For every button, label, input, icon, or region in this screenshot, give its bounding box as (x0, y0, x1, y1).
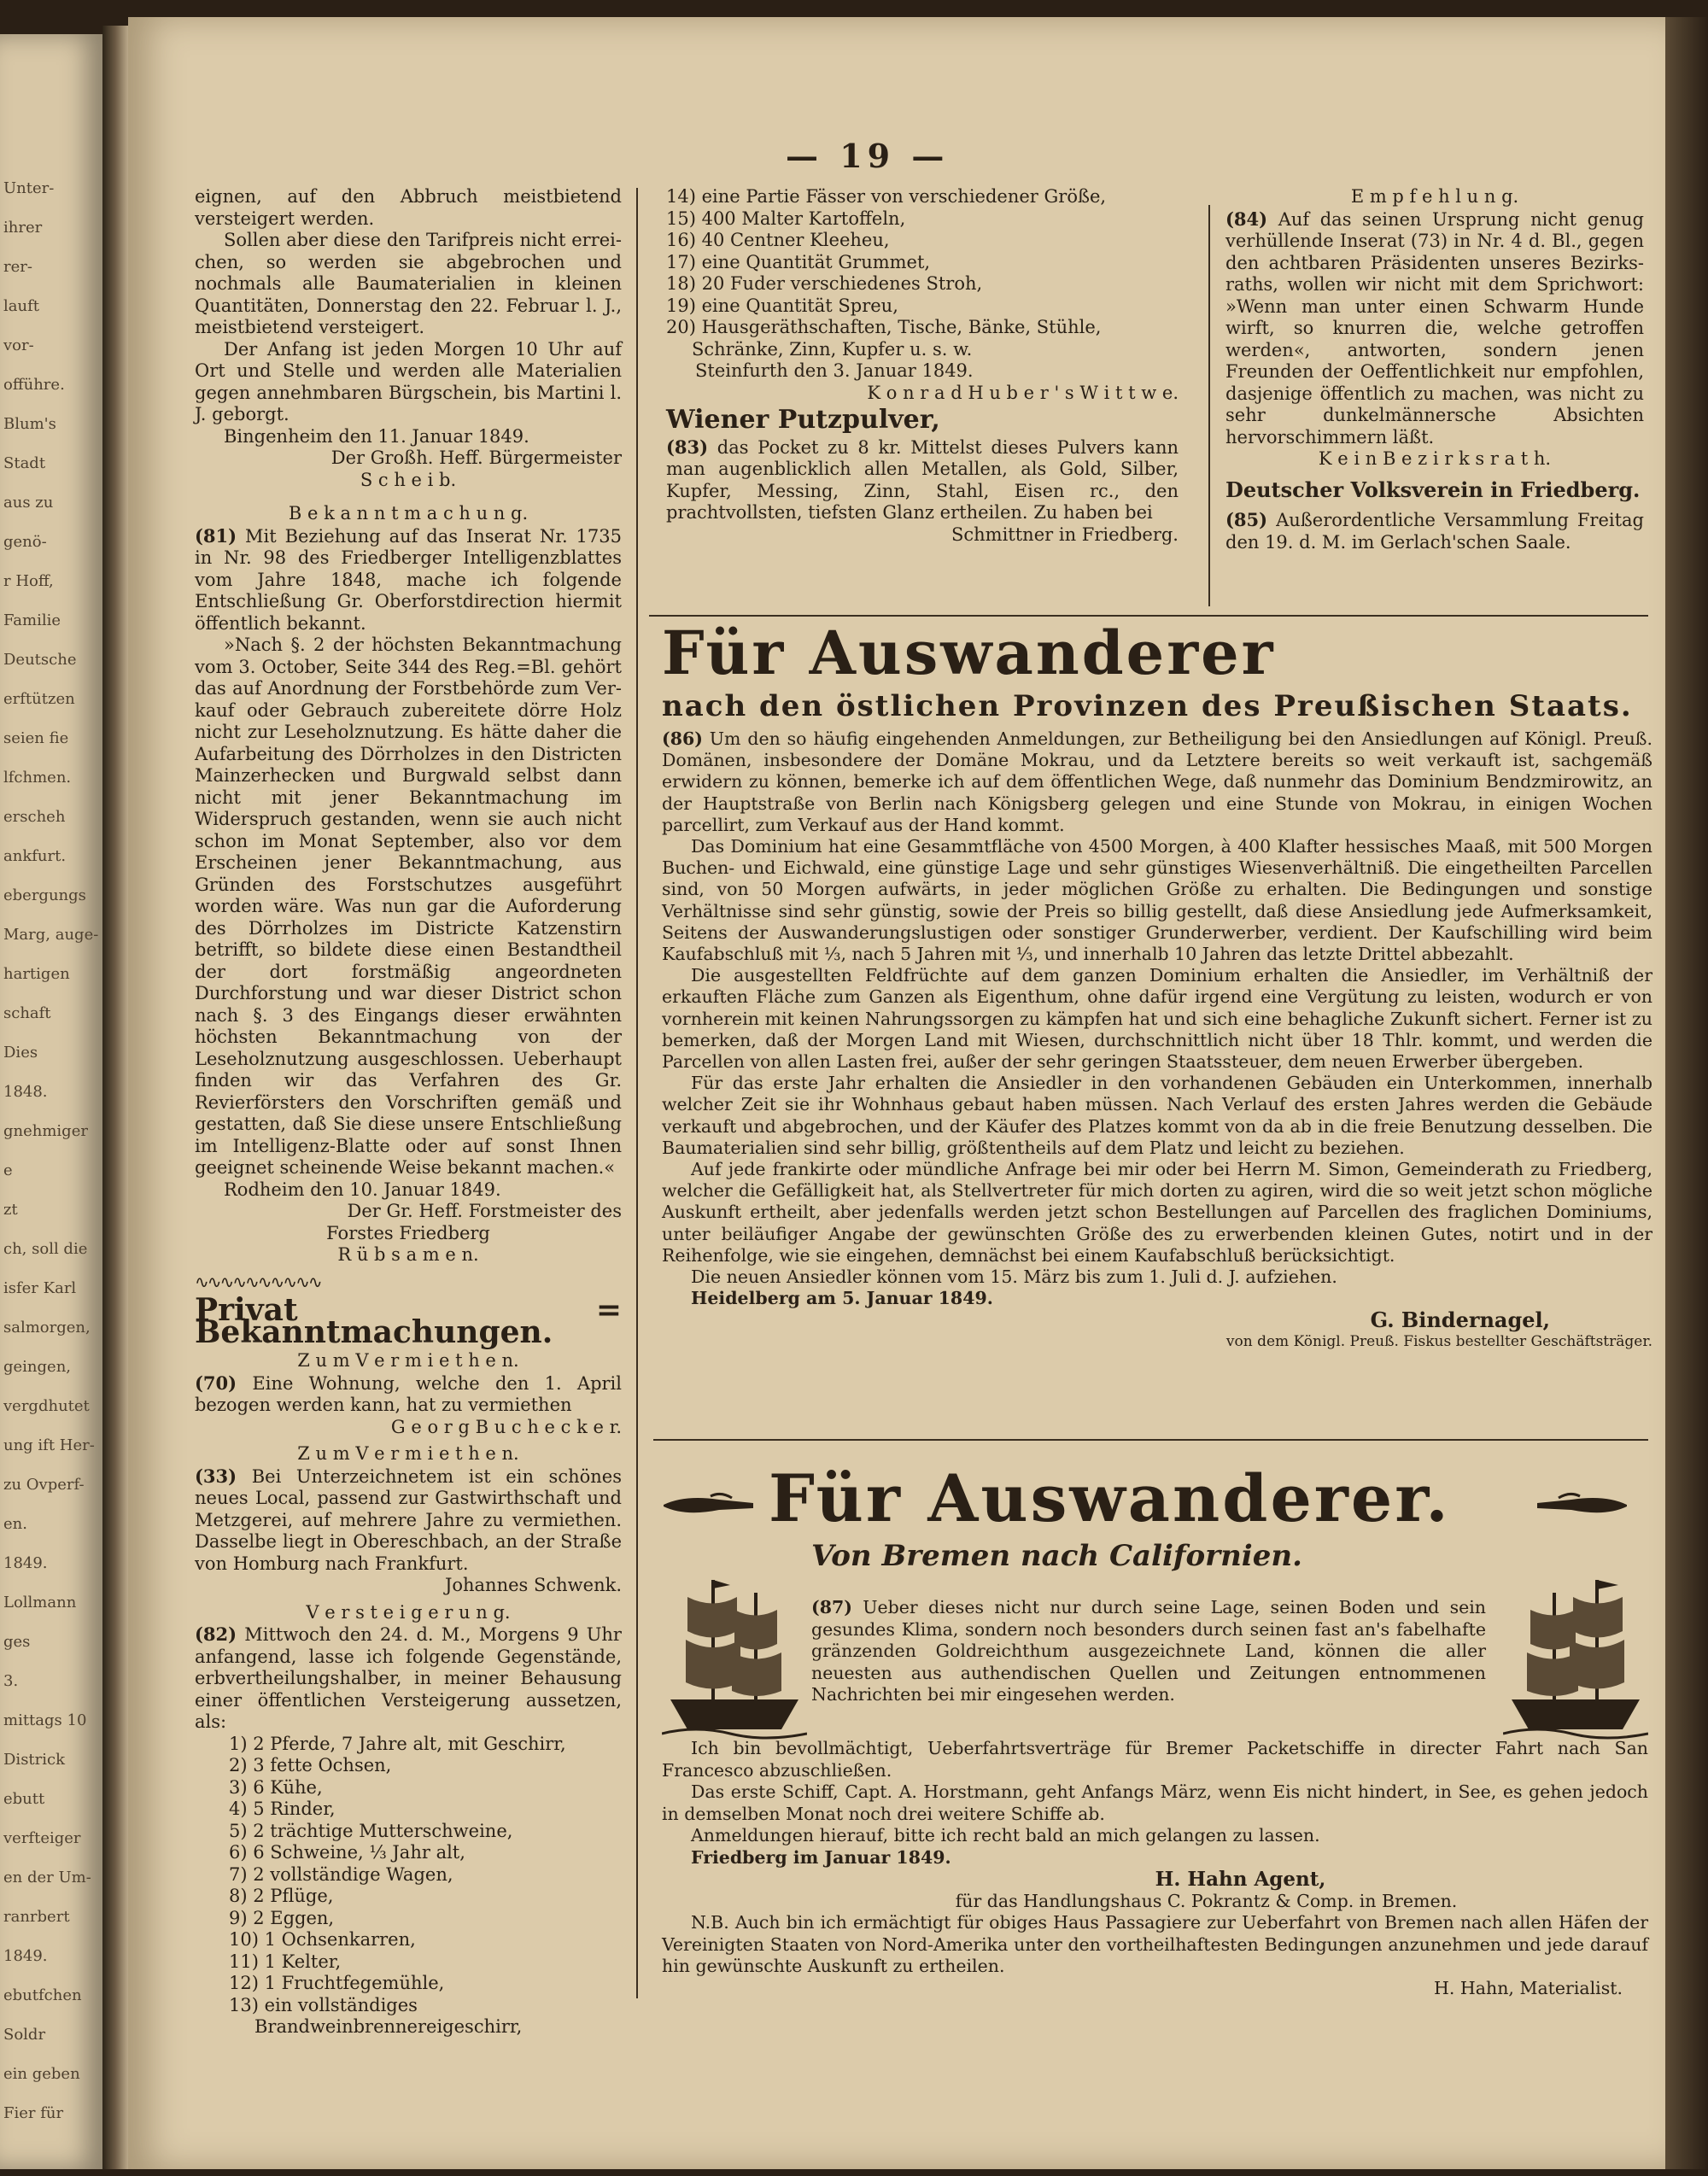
section-rule (649, 615, 1648, 617)
list-item: 6) 6 Schweine, ⅓ Jahr alt, (229, 1842, 465, 1863)
text-paragraph: Mit Beziehung auf das Inserat Nr. 1735 in Nr. 98 des Friedberger Intelligenzblattes vom Jahre 1848, mache ich folgende Entschließung Gr. Oberforstdirection hiermit öffentlich bekannt. (195, 525, 622, 634)
text-paragraph: eignen, auf den Abbruch meistbietend versteigert werden. (195, 186, 622, 229)
left-page-text-fragment: isfer Karl (3, 1279, 77, 1297)
signature: S c h e i b. (360, 469, 457, 490)
left-page-text-fragment: genö- (3, 533, 47, 551)
list-item: 2) 3 fette Ochsen, (229, 1755, 392, 1775)
left-page-text-fragment: 3. (3, 1672, 19, 1690)
left-page-text-fragment: salmorgen, (3, 1319, 91, 1337)
pointing-hand-icon (1529, 1488, 1631, 1522)
text-paragraph: Ueber dieses nicht nur durch seine Lage, seinen Boden und sein gesundes Klima, sondern noch besonders durch seinen fast an's fabelhafte gränzenden Goldreichthum ausgezeichnete Land, können die aller neuesten aus authendischen Quellen und Zeitungen entnommenen Nachrichten bei mir eingesehen werden. (811, 1597, 1486, 1705)
column-2 (666, 186, 1179, 546)
pointing-hand-icon (659, 1488, 762, 1522)
left-page-text-fragment: offühre. (3, 376, 65, 394)
list-item: 19) eine Quantität Spreu, (666, 295, 898, 316)
left-page-text-fragment: Fier für (3, 2104, 64, 2122)
book-gutter (102, 26, 128, 2169)
signature: Schmittner in Friedberg. (951, 524, 1179, 545)
section-heading: E m p f e h l u n g. (1350, 186, 1519, 207)
left-page-text-fragment: ebutt (3, 1790, 45, 1808)
left-page-text-fragment: vor- (3, 336, 34, 354)
section-rule (653, 1439, 1648, 1441)
left-page-text-fragment: ranrbert (3, 1908, 70, 1926)
left-page-text-fragment: erftützen (3, 690, 75, 708)
left-page-text-fragment: ges (3, 1633, 31, 1651)
left-page-text-fragment: geingen, (3, 1358, 72, 1376)
text-paragraph: »Nach §. 2 der höchsten Bekanntmachung vom 3. October, Seite 344 des Reg.=Bl. gehört das auf Anordnung der Forstbehörde zum Verkauf oder Gebrauch zubereitete dörre Holz nicht zur Leseholznutzung. Es hätte daher die Aufarbeitung des Dörrholzes in den Districten Mainzerhecken und Burgwald selbst dann nicht mit jener Bekanntmachung im Widerspruch gestanden, wenn sie auch nicht schon im Monat September, also vor dem Erscheinen jener Bekanntmachung, aus Gründen des Forstschutzes ausgeführt worden wäre. Was nun gar die Auforderung des Dörrholzes im Districte Katzenstirn betrifft, so bildete diese einen Bestandtheil der dort forstmäßig angeordneten Durchforstung und war dieser District schon nach §. 3 des Eingangs dieser erwähnten höchsten Bekanntmachung von der Leseholznutzung ausgeschlossen. Ueberhaupt finden wir das Verfahren des Gr. Revierförsters den Vorschriften gemäß und gestatten, daß Sie diese unsere Entschließung im Intelligenz-Blatte oder auf sonst Ihnen geeignet scheinende Weise bekannt machen.« (195, 635, 622, 1178)
signature-title: von dem Königl. Preuß. Fiskus bestellter Geschäftsträger. (1225, 1332, 1652, 1350)
signature: H. Hahn Agent, (1155, 1868, 1326, 1891)
dateline: Heidelberg am 5. Januar 1849. (691, 1288, 993, 1309)
dateline: Steinfurth den 3. Januar 1849. (695, 360, 974, 381)
left-page-text-fragment: Deutsche (3, 651, 77, 669)
left-page-text-fragment: ihrer (3, 219, 43, 237)
left-page-text-fragment: Familie (3, 611, 61, 629)
dateline: Friedberg im Januar 1849. (691, 1846, 951, 1868)
left-page-text-fragment: r Hoff, (3, 572, 54, 590)
column-rule (1208, 205, 1210, 606)
text-paragraph: Für das erste Jahr erhalten die Ansiedler in den vorhandenen Gebäuden ein Unterkommen, innerhalb welcher Zeit sie ihr Wohnhaus gebaut haben müssen. Nach Verlauf des ersten Jahres werden die Gebäude verkauft und abgebrochen, und der Käufer des Platzes kommt von da ab in die freie Benutzung desselben. Die Baumaterialien sind sehr billig, größtentheils auf dem Platz und leicht zu beziehen. (662, 1073, 1652, 1158)
text-paragraph: Außerordentliche Versammlung Freitag den 19. d. M. im Gerlach'schen Saale. (1225, 510, 1644, 553)
list-item: 17) eine Quantität Grummet, (666, 251, 931, 272)
left-page-text-fragment: Dies (3, 1044, 38, 1062)
ornament-divider: ∿∿∿∿∿∿∿∿∿∿ (195, 1271, 321, 1292)
text-paragraph: Anmeldungen hierauf, bitte ich recht bald an mich gelangen zu lassen. (691, 1825, 1320, 1846)
column-3 (1225, 186, 1644, 553)
left-page-text-fragment: ebergungs (3, 886, 86, 904)
left-page-text-fragment: en der Um- (3, 1869, 91, 1886)
text-paragraph: Das Dominium hat eine Gesammtfläche von 4500 Morgen, à 400 Klafter hessisches Maaß, mit 500 Morgen Buchen- und Eichwald, eine günstige Lage und sehr günstiges Wiesenverhältniß. Die eingetheilten Parcellen sind, von 50 Morgen aufwärts, in jeder möglichen Größe zu erhalten. Die Bedingungen und sonstige Verhältnisse sind sehr günstig, sowie der Preis so billig gestellt, daß diese Ansiedlung jede Aufmerksamkeit, Seitens der Auswanderungslustigen oder sonstiger Grunderwerber, verdient. Der Kaufschilling wird beim Kaufabschluß mit ⅓, nach 5 Jahren mit ⅓, und innerhalb 10 Jahren das letzte Drittel abbezahlt. (662, 836, 1652, 965)
list-item: 16) 40 Centner Kleeheu, (666, 230, 890, 250)
left-page-text-fragment: ebutfchen (3, 1986, 82, 2004)
left-facing-page (0, 34, 102, 2169)
ad-number: (84) (1225, 208, 1268, 230)
ad-number: (87) (811, 1597, 852, 1617)
text-paragraph: Um den so häufig eingehenden Anmeldungen, zur Betheiligung bei den Ansiedlungen auf Königl. Preuß. Domänen, insbesondere der Domäne Mokrau, und da Letztere bereits so weit verkauft ist, sachgemäß erwidern zu können, bemerke ich auf dem öffentlichen Wege, daß nunmehr das Dominium Bendzmirowitz, an der Hauptstraße von Berlin nach Königsberg gelegen und eine Stunde von Mokrau, in einigen Wochen parcellirt, zum Verkauf aus der Hand kommt. (662, 728, 1652, 835)
left-page-text-fragment: Marg, auge- (3, 926, 99, 944)
text-paragraph: Eine Wohnung, welche den 1. April bezogen werden kann, hat zu vermiethen (195, 1372, 622, 1415)
left-page-text-fragment: aus zu (3, 494, 54, 512)
left-page-text-fragment: Blum's (3, 415, 56, 433)
left-page-text-fragment: ch, soll die (3, 1240, 88, 1258)
list-item: 12) 1 Fruchtfegemühle, (229, 1973, 445, 1993)
left-page-text-fragment: 1848. (3, 1083, 48, 1101)
list-item: 11) 1 Kelter, (229, 1951, 342, 1972)
left-page-text-fragment: ung ift Her- (3, 1436, 95, 1454)
ad-number: (81) (195, 524, 237, 547)
signature: Johannes Schwenk. (444, 1575, 622, 1595)
signature: Der Gr. Heff. Forstmeister des (347, 1201, 622, 1221)
ad-number: (33) (195, 1465, 237, 1487)
signature: Forstes Friedberg (326, 1222, 490, 1243)
ad-86-auswanderer-preussen (662, 619, 1652, 1353)
ad-number: (83) (666, 436, 709, 458)
dateline: Rodheim den 10. Januar 1849. (224, 1179, 501, 1200)
ad-number: (86) (662, 728, 703, 749)
text-paragraph: Auf jede frankirte oder mündliche Anfrage bei mir oder bei Herrn M. Simon, Gemeinderath zu Friedberg, welcher die Gefälligkeit hat, als Stellvertreter für mich dorten zu agiren, wird die so weit jetzt schon mögliche Auskunft ertheilt, aber jedenfalls werden jetzt schon Bestellungen auf Parcellen des fraglichen Dominiums, unter beiläufiger Angabe der gewünschten Größe des zu erwerbenden kleinen Gutes, notirt und in der Reihenfolge, wie sie eingehen, demnächst bei einem Kaufabschluß berücksichtigt. (662, 1159, 1652, 1266)
text-paragraph: Ich bin bevollmächtigt, Ueberfahrtsverträge für Bremer Packetschiffe in directer Fahrt nach San Francesco abzuschließen. (662, 1738, 1648, 1781)
section-heading: Privat = Bekanntmachungen. (195, 1292, 622, 1350)
ship-icon (1503, 1563, 1648, 1742)
ad-subheadline: nach den östlichen Provinzen des Preußischen Staats. (662, 689, 1633, 723)
ad-number: (70) (195, 1372, 237, 1394)
text-paragraph: das Pocket zu 8 kr. Mittelst dieses Pulvers kann man augenblicklich allen Metallen, als Gold, Silber, Kupfer, Messing, Zinn, Stahl, Eisen rc., den prachtvollsten, tiefsten Glanz ertheilen. Zu haben bei (666, 436, 1179, 523)
column-rule (636, 188, 638, 1998)
text-paragraph: Das erste Schiff, Capt. A. Horstmann, geht Anfangs März, wenn Eis nicht hindert, in See, es gehen jedoch in demselben Monat noch drei weitere Schiffe ab. (662, 1781, 1648, 1824)
text-paragraph: Mittwoch den 24. d. M., Morgens 9 Uhr anfangend, lasse ich folgende Gegenstände, erbvertheilungshalber, in meiner Behausung einer öffentlichen Versteigerung aussetzen, als: (195, 1624, 622, 1732)
text-paragraph: Die neuen Ansiedler können vom 15. März bis zum 1. Juli d. J. aufziehen. (691, 1266, 1337, 1288)
signature: K e i n B e z i r k s r a t h. (1318, 448, 1552, 469)
section-heading: V e r s t e i g e r u n g. (306, 1601, 511, 1623)
left-page-text-fragment: mittags 10 (3, 1711, 87, 1729)
list-item: 20) Hausgeräthschaften, Tische, Bänke, Stühle, Schränke, Zinn, Kupfer u. s. w. (666, 317, 1102, 360)
left-page-text-fragment: e (3, 1161, 13, 1179)
left-page-text-fragment: 1849. (3, 1947, 48, 1965)
left-page-text-fragment: seien fie (3, 729, 69, 747)
left-page-text-fragment: hartigen (3, 965, 70, 983)
section-heading: B e k a n n t m a c h u n g. (288, 503, 529, 524)
text-paragraph: Auf das seinen Ursprung nicht genug verhüllende Inserat (73) in Nr. 4 d. Bl., gegen den achtbaren Präsidenten unseres Bezirksraths, wollen wir nicht mit dem Sprichwort: »Wenn man unter einen Schwarm Hunde wirft, so knurren die, welche getroffen werden«, antworten, sondern jenen Freunden der Oeffentlichkeit nur empfohlen, dasjenige öffentlich zu machen, was nicht zu sehr dunkelmännersche Absichten hervorschimmern läßt. (1225, 208, 1644, 447)
signature: H. Hahn, Materialist. (1434, 1977, 1623, 1998)
left-page-text-fragment: zu Ovperf- (3, 1476, 85, 1494)
ad-number: (82) (195, 1623, 237, 1645)
section-heading: Z u m V e r m i e t h e n. (297, 1350, 519, 1371)
list-item: 5) 2 trächtige Mutterschweine, (229, 1820, 513, 1841)
left-page-text-fragment: zt (3, 1201, 18, 1219)
ad-headline: Für Auswanderer (662, 617, 1276, 688)
list-item: 14) eine Partie Fässer von verschiedener Größe, (666, 186, 1107, 207)
signature: K o n r a d H u b e r ' s W i t t w e. (867, 382, 1179, 403)
ad-number: (85) (1225, 509, 1268, 530)
left-page-text-fragment: Soldr (3, 2026, 46, 2044)
left-page-text-fragment: gnehmiger (3, 1122, 88, 1140)
text-paragraph: Der Anfang ist jeden Morgen 10 Uhr auf Ort und Stelle und werden alle Materialien gegen annehmbaren Bürgschein, bis Martini l. J. geborgt. (195, 338, 622, 424)
book-edge (1665, 17, 1708, 2169)
newspaper-page (128, 17, 1665, 2169)
left-page-text-fragment: ankfurt. (3, 847, 67, 865)
section-heading: Deutscher Volksverein in Friedberg. (1225, 477, 1641, 502)
list-item: 9) 2 Eggen, (229, 1907, 335, 1928)
text-paragraph: N.B. Auch bin ich ermächtigt für obiges Haus Passagiere zur Ueberfahrt von Bremen nach allen Häfen der Vereinigten Staaten von Nord-Amerika unter den vortheilhaftesten Bedingungen anzunehmen und jede darauf hin gewünschte Auskunft zu ertheilen. (662, 1912, 1648, 1976)
left-page-text-fragment: en. (3, 1515, 27, 1533)
signature: Der Großh. Heff. Bürgermeister (330, 447, 622, 468)
signature: für das Handlungshaus C. Pokrantz & Comp. in Bremen. (955, 1890, 1458, 1911)
left-page-text-fragment: Lollmann (3, 1594, 77, 1612)
text-paragraph: Bei Unterzeichnetem ist ein schönes neues Local, passend zur Gastwirthschaft und Metzgerei, auf mehrere Jahre zu vermiethen. Dasselbe liegt in Obereschbach, an der Straße von Homburg nach Frankfurt. (195, 1465, 622, 1574)
page-number: — 19 — (786, 137, 950, 175)
left-page-text-fragment: erscheh (3, 808, 66, 826)
dateline: Bingenheim den 11. Januar 1849. (224, 425, 529, 447)
left-page-text-fragment: lfchmen. (3, 769, 72, 787)
list-item: 15) 400 Malter Kartoffeln, (666, 208, 906, 229)
list-item: 8) 2 Pflüge, (229, 1886, 334, 1906)
section-heading: Z u m V e r m i e t h e n. (297, 1443, 519, 1464)
signature: G e o r g B u c h e c k e r. (390, 1416, 622, 1437)
ship-icon (662, 1563, 807, 1742)
list-item: 10) 1 Ochsenkarren, (229, 1929, 416, 1950)
list-item: 7) 2 vollständige Wagen, (229, 1863, 453, 1885)
section-heading: Wiener Putzpulver, (666, 405, 940, 435)
left-page-text-fragment: lauft (3, 297, 39, 315)
list-item: 13) ein vollständiges Brandweinbrennereigeschirr, (229, 1994, 523, 2037)
left-page-text-fragment: Districk (3, 1751, 66, 1769)
left-page-text-fragment: Unter- (3, 179, 55, 197)
signature: G. Bindernagel, (1370, 1307, 1550, 1333)
left-page-text-fragment: 1849. (3, 1554, 48, 1572)
ad-headline: Für Auswanderer. (769, 1460, 1451, 1536)
column-1 (195, 186, 622, 2039)
list-item: 3) 6 Kühe, (229, 1776, 323, 1798)
left-page-text-fragment: Stadt (3, 454, 46, 472)
ad-subheadline: Von Bremen nach Californien. (811, 1539, 1302, 1573)
text-paragraph: Die ausgestellten Feldfrüchte auf dem ganzen Dominium erhalten die Ansiedler, im Verhältniß der erkauften Fläche zum Ganzen als Eigenthum, ohne dafür irgend eine Vergütung zu leisten, wodurch er von vornherein mit keinen Nahrungssorgen zu kämpfen hat und sich eine behagliche Zukunft sichert. Ferner ist zu bemerken, daß der Morgen Land mit Wiesen, durchschnittlich nicht über 18 Thlr. kommt, und werden die Parcellen von allen Lasten frei, außer der sehr geringen Staatssteuer, dem neuen Erwerber übergeben. (662, 965, 1652, 1073)
list-item: 18) 20 Fuder verschiedenes Stroh, (666, 273, 983, 294)
text-paragraph: Sollen aber diese den Tarifpreis nicht erreichen, so werden sie abgebrochen und nochmals alle Baumaterialien in kleinen Quantitäten, Donnerstag den 22. Februar l. J., meistbietend versteigert. (195, 230, 622, 337)
list-item: 1) 2 Pferde, 7 Jahre alt, mit Geschirr, (229, 1733, 566, 1754)
left-page-text-fragment: rer- (3, 258, 32, 276)
signature: R ü b s a m e n. (337, 1244, 479, 1265)
left-page-text-fragment: vergdhutet (3, 1397, 90, 1415)
left-page-text-fragment: ein geben (3, 2065, 80, 2083)
list-item: 4) 5 Rinder, (229, 1799, 336, 1819)
left-page-text-fragment: verfteiger (3, 1829, 81, 1847)
left-page-text-fragment: schaft (3, 1004, 51, 1022)
